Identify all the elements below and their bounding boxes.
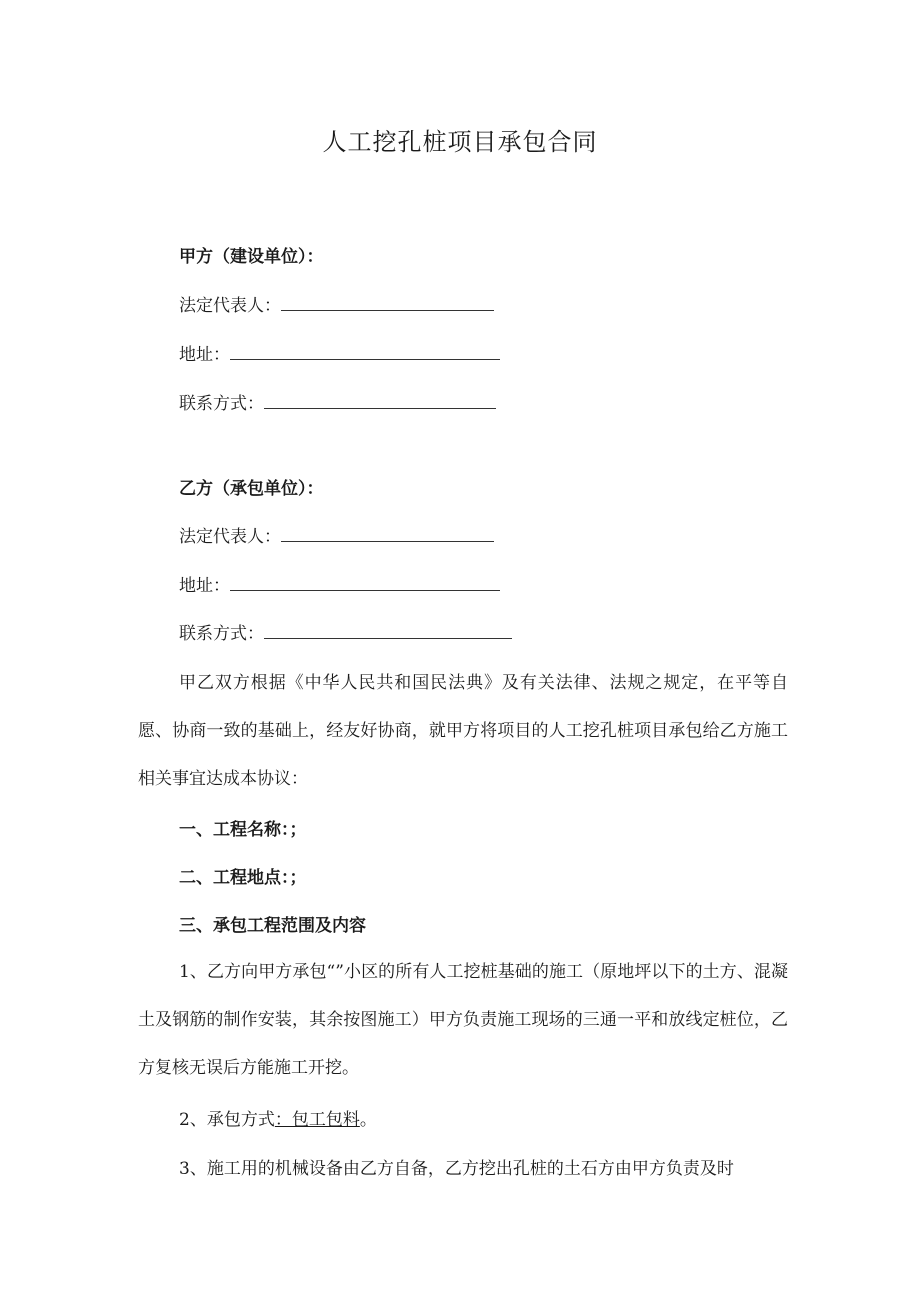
party-b-rep-blank[interactable]: [281, 525, 494, 542]
party-a-rep-label: 法定代表人：: [179, 296, 281, 316]
party-b-heading: 乙方（承包单位）：: [179, 479, 324, 499]
party-b-addr-label: 地址：: [179, 576, 230, 596]
item-2-end: 。: [359, 1110, 377, 1130]
item-1-paragraph: 1、乙方向甲方承包“”小区的所有人工挖桩基础的施工（原地坪以下的土方、混凝土及钢筋的制作安装，其余按图施工）甲方负责施工现场的三通一平和放线定桩位，乙方复核无误后方能施工开挖。: [138, 962, 788, 1078]
party-a-rep-row: [179, 294, 494, 318]
party-b-addr-blank[interactable]: [230, 574, 500, 591]
party-a-heading: 甲方（建设单位）：: [179, 247, 324, 267]
section-project-name: 一、工程名称：；: [179, 820, 307, 840]
item-2-value: ：包工包料: [274, 1110, 360, 1130]
intro-paragraph: 甲乙双方根据《中华人民共和国民法典》及有关法律、法规之规定，在平等自愿、协商一致的基础上，经友好协商，就甲方将项目的人工挖孔桩项目承包给乙方施工相关事宜达成本协议：: [138, 673, 788, 789]
party-b-rep-label: 法定代表人：: [179, 527, 281, 547]
party-b-contact-row: [179, 622, 512, 646]
party-b-contact-blank[interactable]: [264, 622, 512, 639]
party-a-addr-row: [179, 343, 500, 367]
party-a-contact-blank[interactable]: [264, 392, 496, 409]
party-a-addr-blank[interactable]: [230, 343, 500, 360]
item-3-paragraph: 3、施工用的机械设备由乙方自备，乙方挖出孔桩的土石方由甲方负责及时: [179, 1159, 734, 1179]
party-b-contact-label: 联系方式：: [179, 624, 264, 644]
document-title: 人工挖孔桩项目承包合同: [322, 128, 598, 156]
section-scope-heading: 三、承包工程范围及内容: [179, 916, 366, 936]
item-2-row: [179, 1108, 377, 1132]
item-2-label: 2、承包方式: [179, 1110, 275, 1130]
party-a-rep-blank[interactable]: [281, 294, 494, 311]
party-a-contact-label: 联系方式：: [179, 394, 264, 414]
section-project-location: 二、工程地点：；: [179, 868, 307, 888]
party-a-addr-label: 地址：: [179, 345, 230, 365]
party-b-addr-row: [179, 574, 500, 598]
party-a-contact-row: [179, 392, 496, 416]
party-b-rep-row: [179, 525, 494, 549]
